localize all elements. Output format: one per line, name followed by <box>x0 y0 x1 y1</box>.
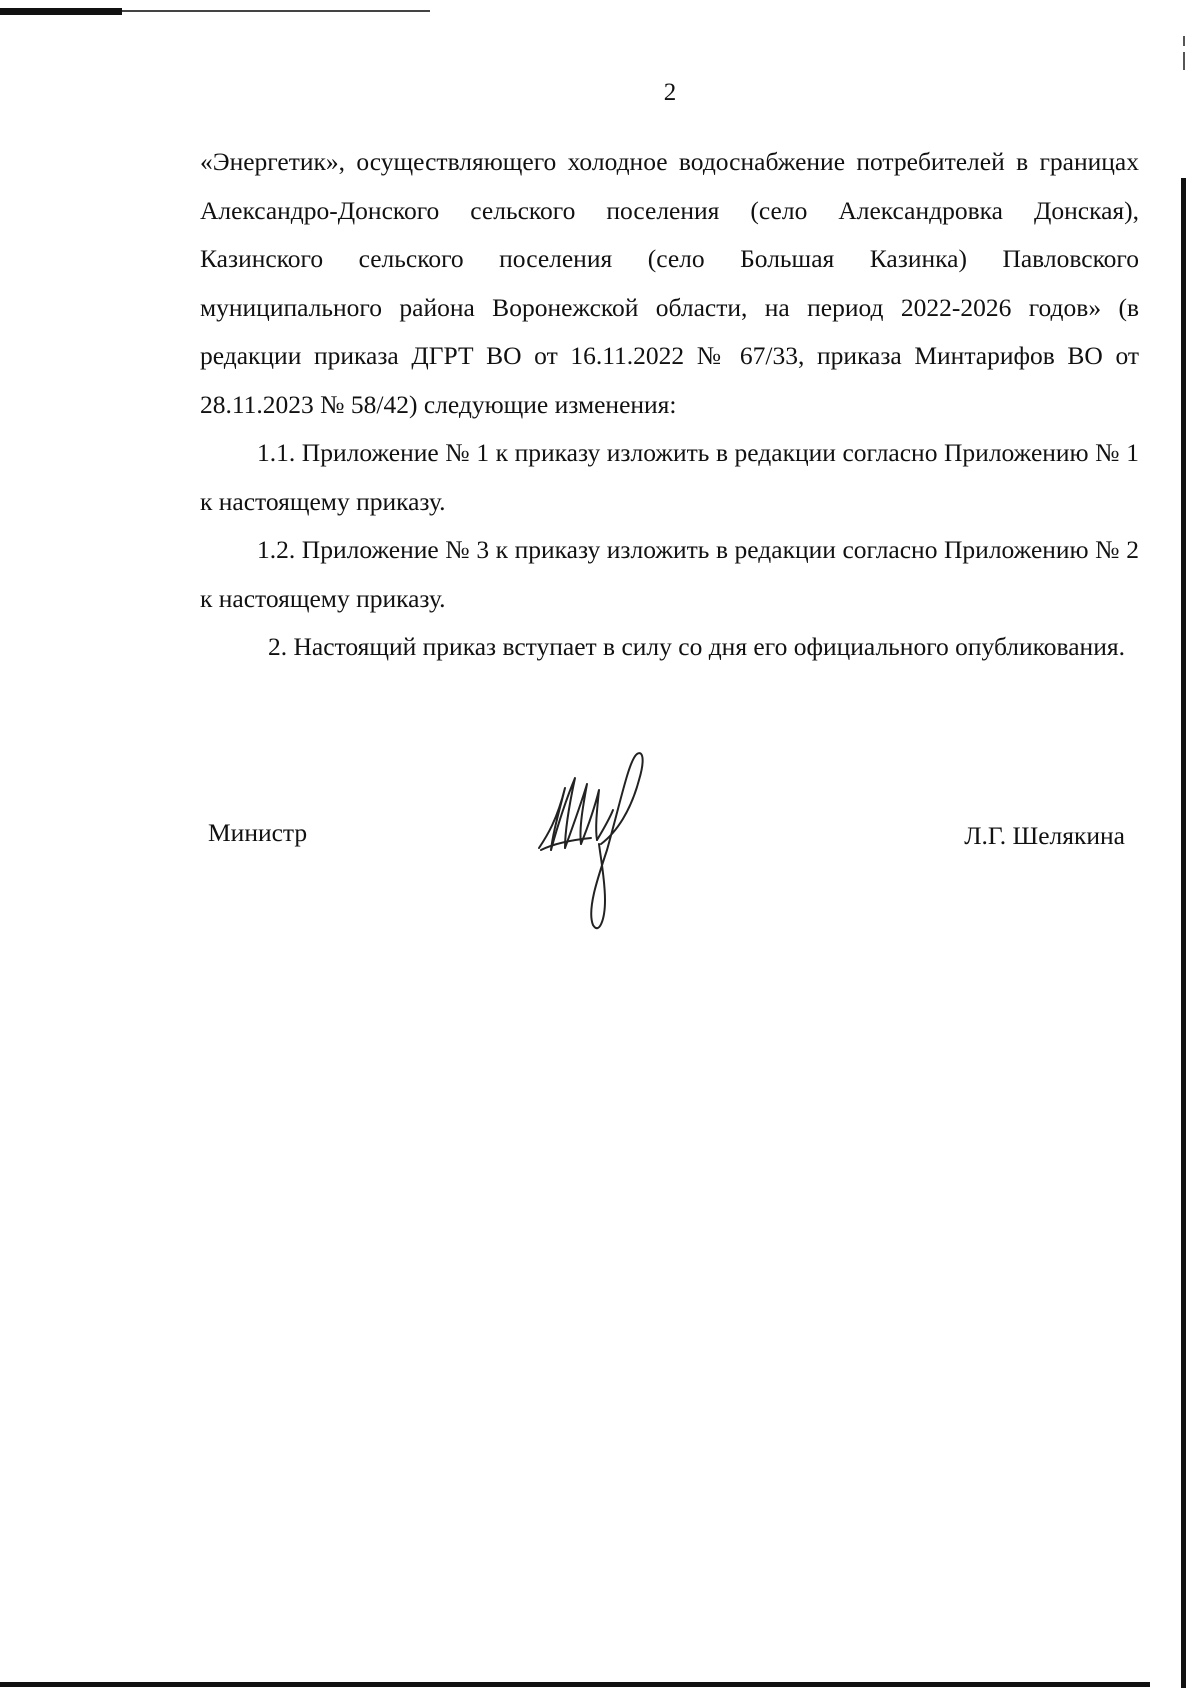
signatory-role: Министр <box>208 818 308 847</box>
signatory-name: Л.Г. Шелякина <box>964 821 1125 850</box>
handwritten-signature <box>535 740 695 940</box>
paragraph-continuation: «Энергетик», осуществляющего холодное водоснабжение потребителей в границах Александро-Донского сельского поселения (село Александровка Донская), Казинского сельского поселения (село Большая Казинка) Павловского муниципального района Воронежской области, на период 2022-2026 годов» (в редакции приказа ДГРТ ВО от 16.11.2022 № 67/33, приказа Минтарифов ВО от 28.11.2023 № 58/42) следующие изменения: <box>200 147 1139 419</box>
paragraph-item-2: 2. Настоящий приказ вступает в силу со дня его официального опубликования. <box>268 632 1125 661</box>
scan-edge-bottom <box>0 1682 1180 1688</box>
paragraph-item-1-1: 1.1. Приложение № 1 к приказу изложить в редакции согласно Приложению № 1 к настоящему приказу. <box>200 438 1139 516</box>
scan-edge-top <box>0 6 430 16</box>
signature-block <box>0 740 1200 940</box>
document-body <box>200 138 1139 672</box>
paragraph-item-1-2: 1.2. Приложение № 3 к приказу изложить в редакции согласно Приложению № 2 к настоящему приказу. <box>200 535 1139 613</box>
page-number: 2 <box>663 79 677 106</box>
